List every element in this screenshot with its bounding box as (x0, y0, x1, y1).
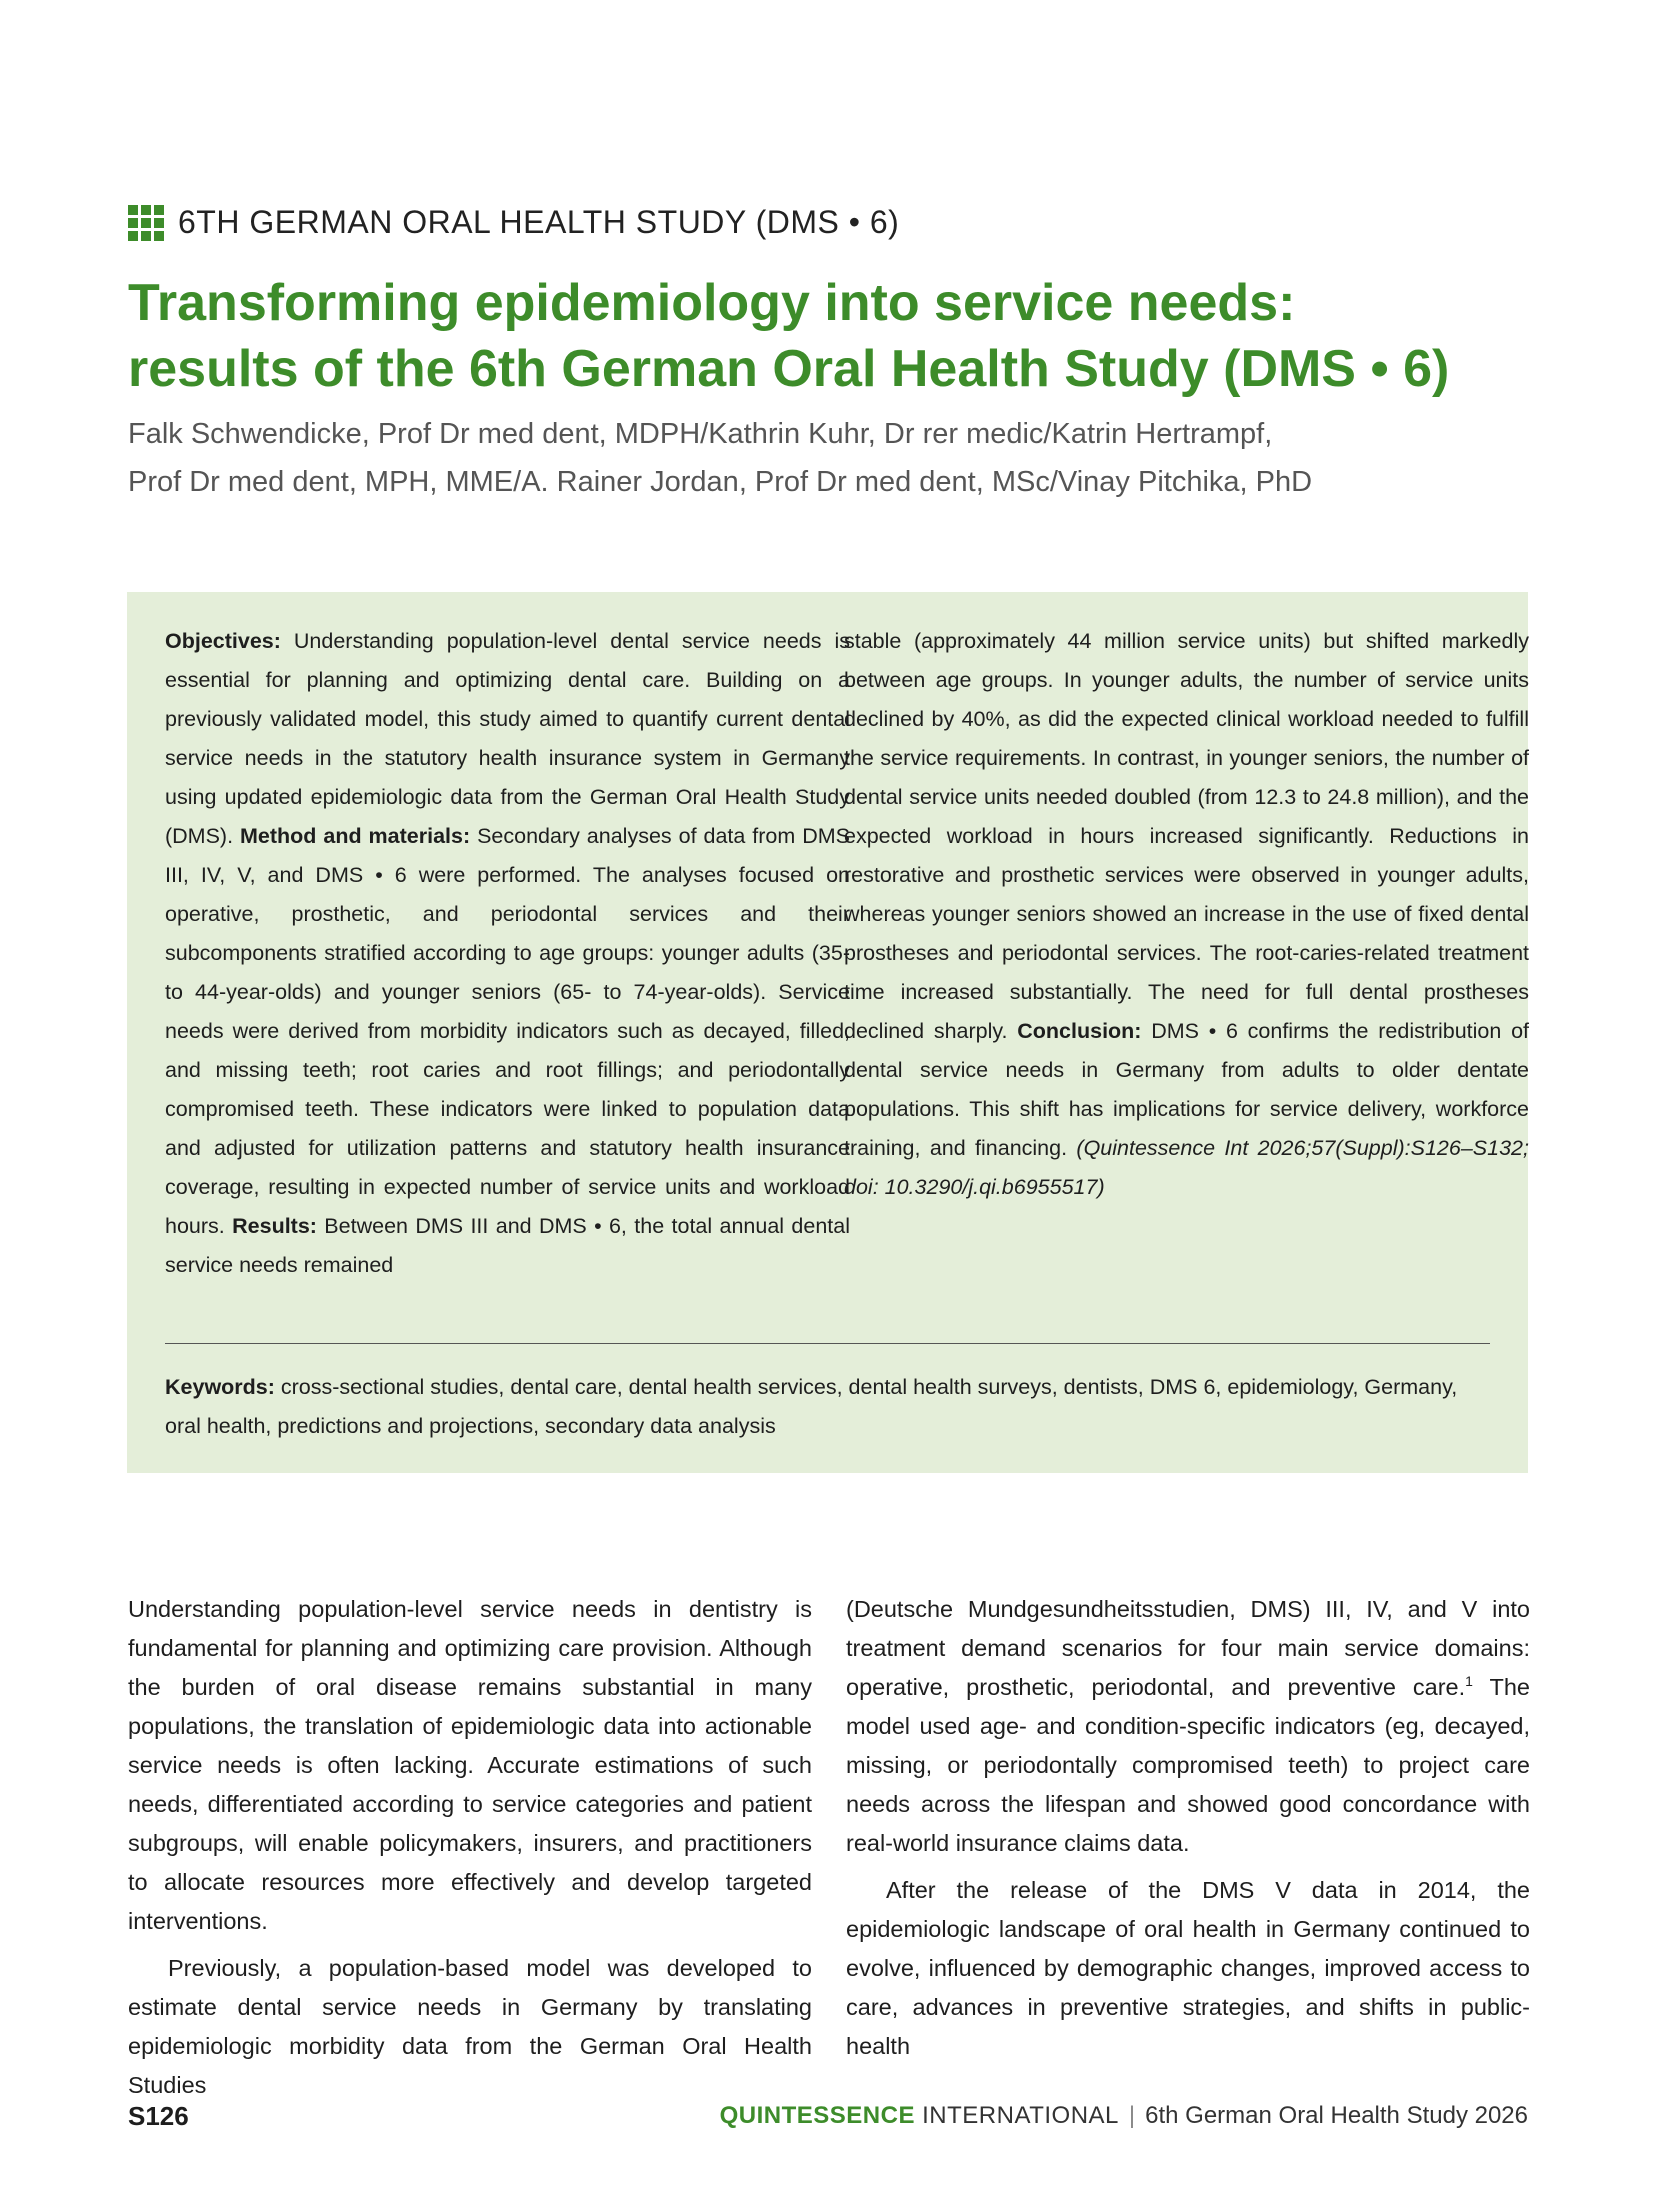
conclusion-text: DMS • 6 confirms the redistribution of dental service needs in Germany from adults to older dentate populations. This shift has implications for service delivery, workforce training, and financing. (844, 1019, 1529, 1160)
body-paragraph: Previously, a population-based model was developed to estimate dental service needs in Germany by translating epidemiologic morbidity data from the German Oral Health Studies (128, 1955, 812, 2098)
results-text-right: stable (approximately 44 million service units) but shifted markedly between age groups. In younger adults, the number of service units declined by 40%, as did the expected clinical workload needed to fulfill the service requirements. In contrast, in younger seniors, the number of dental service units needed doubled (from 12.3 to 24.8 million), and the expected workload in hours increased significantly. Reductions in restorative and prosthetic services were observed in younger adults, whereas younger seniors showed an increase in the use of fixed dental prostheses and periodontal services. The root-caries-related treatment time increased substantially. The need for full dental prostheses declined sharply. (844, 629, 1529, 1043)
body-paragraph (846, 1590, 1530, 1863)
author-list (128, 410, 1548, 506)
author-line-1: Falk Schwendicke, Prof Dr med dent, MDPH/Kathrin Kuhr, Dr rer medic/Katrin Hertrampf, (128, 418, 1273, 450)
author-line-2: Prof Dr med dent, MPH, MME/A. Rainer Jordan, Prof Dr med dent, MSc/Vinay Pitchika, PhD (128, 466, 1313, 498)
journal-brand-strong: QUINTESSENCE (719, 2102, 915, 2129)
keywords (165, 1368, 1490, 1446)
objectives-label: Objectives: (165, 629, 281, 653)
body-text: (Deutsche Mundgesundheitsstudien, DMS) III, IV, and V into treatment demand scenarios for four main service domains: operative, prosthetic, periodontal, and preventive care. (846, 1596, 1530, 1700)
keywords-label: Keywords: (165, 1375, 275, 1399)
grid-logo-icon (128, 205, 164, 241)
reference-link[interactable]: 1 (1465, 1673, 1473, 1690)
results-text-left: Between DMS III and DMS • 6, the total annual dental service needs remained (165, 1214, 850, 1277)
citation-link[interactable]: (Quintessence Int 2026;57(Suppl):S126–S132; doi: 10.3290/j.qi.b6955517) (844, 1136, 1529, 1199)
keywords-text: cross-sectional studies, dental care, dental health services, dental health surveys, dentists, DMS 6, epidemiology, Germany, oral health, predictions and projections, secondary data analysis (165, 1375, 1458, 1438)
body-text: The model used age- and condition-specific indicators (eg, decayed, missing, or periodontally compromised teeth) to project care needs across the lifespan and showed good concordance with real-world insurance claims data. (846, 1674, 1530, 1856)
body-paragraph: After the release of the DMS V data in 2014, the epidemiologic landscape of oral health in Germany continued to evolve, influenced by demographic changes, improved access to care, advances in preventive strategies, and shifts in public-health (846, 1877, 1530, 2059)
section-kicker (128, 204, 899, 241)
objectives-text: Understanding population-level dental service needs is essential for planning and optimizing dental care. Building on a previously validated model, this study aimed to quantify current dental service needs in the statutory health insurance system in Germany using updated epidemiologic data from the German Oral Health Study (DMS). (165, 629, 850, 848)
page-number: S126 (128, 2101, 189, 2131)
method-text: Secondary analyses of data from DMS III, IV, V, and DMS • 6 were performed. The analyses focused on operative, prosthetic, and periodontal services and their subcomponents stratified according to age groups: younger adults (35- to 44-year-olds) and younger seniors (65- to 74-year-olds). Service needs were derived from morbidity indicators such as decayed, filled, and missing teeth; root caries and root fillings; and periodontally compromised teeth. These indicators were linked to population data and adjusted for utilization patterns and statutory health insurance coverage, resulting in expected number of service units and workload hours. (165, 824, 850, 1238)
abstract-column-left (165, 622, 850, 1285)
results-label: Results: (232, 1214, 317, 1238)
abstract-column-right (844, 622, 1529, 1207)
footer-separator: | (1128, 2102, 1136, 2129)
journal-section: 6th German Oral Health Study 2026 (1145, 2102, 1528, 2129)
method-label: Method and materials: (240, 824, 471, 848)
running-footer (720, 2102, 1528, 2130)
title-line-1: Transforming epidemiology into service needs: (128, 274, 1296, 332)
title-line-2: results of the 6th German Oral Health Study (DMS • 6) (128, 340, 1450, 398)
journal-brand-light: INTERNATIONAL (914, 2102, 1119, 2129)
conclusion-label: Conclusion: (1017, 1019, 1142, 1043)
abstract-box (127, 592, 1528, 1473)
article-title (128, 270, 1548, 402)
body-column-left (128, 1590, 812, 2105)
body-paragraph: Understanding population-level service needs in dentistry is fundamental for planning and optimizing care provision. Although the burden of oral disease remains substantial in many populations, the translation of epidemiologic data into actionable service needs is often lacking. Accurate estimations of such needs, differentiated according to service categories and patient subgroups, will enable policymakers, insurers, and practitioners to allocate resources more effectively and develop targeted interventions. (128, 1596, 812, 1934)
body-column-right (846, 1590, 1530, 2066)
kicker-text: 6TH GERMAN ORAL HEALTH STUDY (DMS • 6) (178, 204, 900, 240)
abstract-divider (165, 1343, 1490, 1344)
